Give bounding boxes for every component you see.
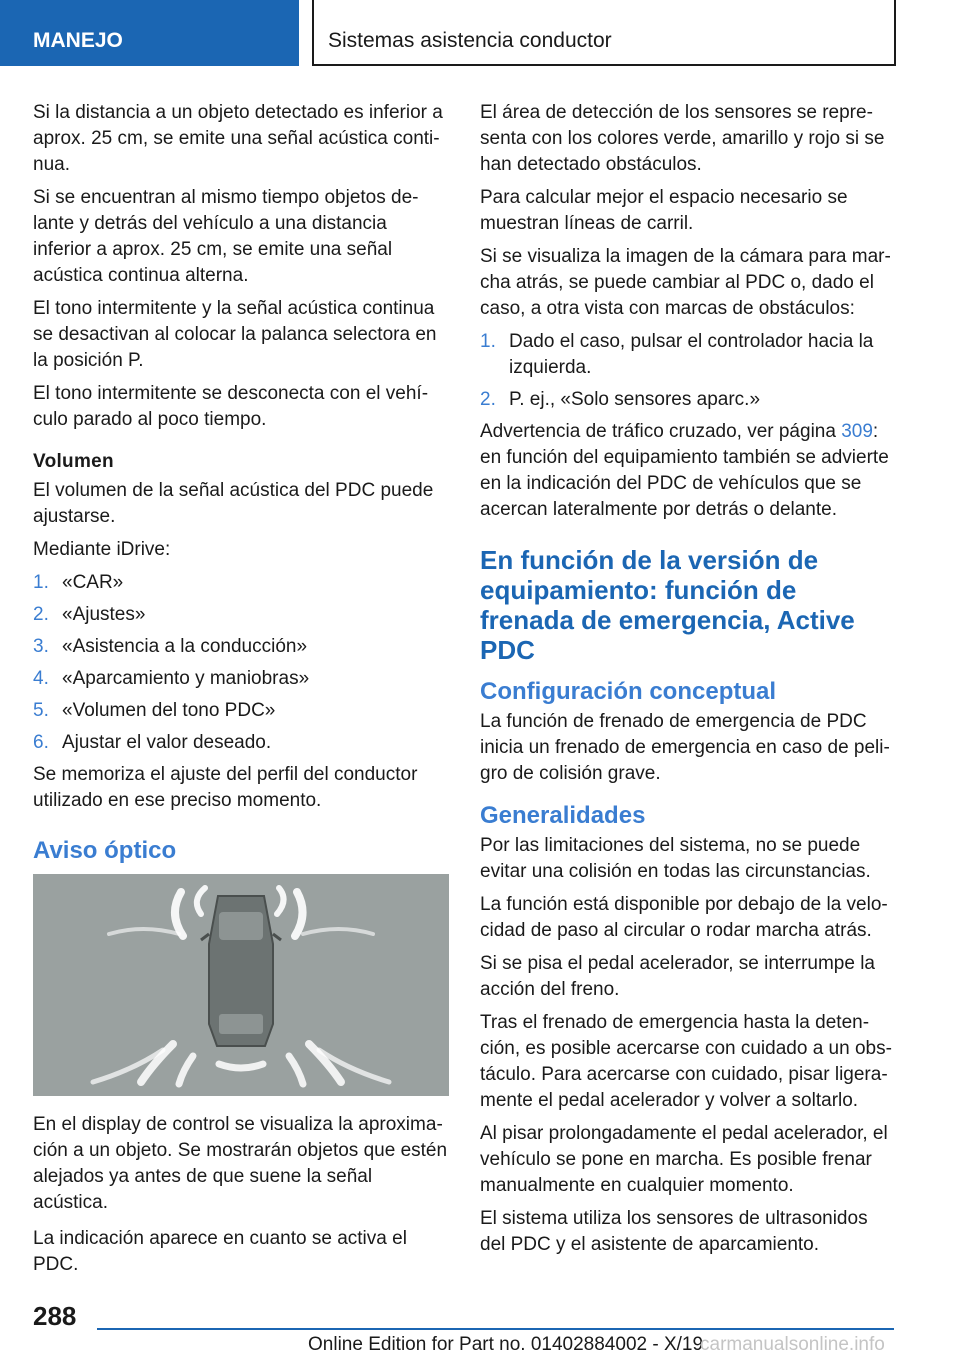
step-number: 3. bbox=[33, 636, 49, 657]
section-tab: MANEJO bbox=[0, 0, 299, 66]
step-text: «Ajustes» bbox=[62, 604, 146, 625]
list-item bbox=[33, 602, 449, 628]
step-number: 4. bbox=[33, 668, 49, 689]
paragraph: Tras el frenado de emergencia hasta la detención, es posible acercarse con cuidado a un obstáculo. Para acercarse con cuidado, pisar ligeramente el pedal acelerador y volver a soltarlo. bbox=[480, 1012, 892, 1111]
paragraph: El volumen de la señal acústica del PDC puede ajustarse. bbox=[33, 480, 434, 527]
step-number: 1. bbox=[33, 572, 49, 593]
list-item bbox=[33, 698, 449, 724]
step-number: 2. bbox=[33, 604, 49, 625]
camera-steps-list bbox=[480, 329, 896, 413]
paragraph: El tono intermitente y la señal acústica continua se desactivan al colocar la palanca selectora en la posición P. bbox=[33, 298, 437, 371]
page-reference-link[interactable]: 309 bbox=[841, 421, 873, 442]
step-number: 1. bbox=[480, 331, 496, 352]
cross-traffic-paragraph bbox=[480, 419, 896, 523]
page-number: 288 bbox=[33, 1301, 77, 1331]
left-column bbox=[33, 100, 449, 1285]
pdc-display-illustration bbox=[33, 874, 449, 1096]
list-item bbox=[33, 730, 449, 756]
paragraph: Si se pisa el pedal acelerador, se interrumpe la acción del freno. bbox=[480, 953, 876, 1000]
step-number: 5. bbox=[33, 700, 49, 721]
step-text: «Asistencia a la conducción» bbox=[62, 636, 308, 657]
chapter-title: Sistemas asistencia conductor bbox=[312, 0, 896, 66]
emergency-braking-heading: En función de la versión de equipamiento: función de frenada de emergencia, Active PDC bbox=[480, 545, 855, 665]
step-text: «Volumen del tono PDC» bbox=[62, 700, 276, 721]
paragraph: Si se visualiza la imagen de la cámara para marcha atrás, se puede cambiar al PDC o, dado el caso, a otra vista con marcas de obstáculos: bbox=[480, 246, 891, 319]
step-text: «Aparcamiento y maniobras» bbox=[62, 668, 310, 689]
paragraph-text: : en función del equipamiento también se advierte en la indicación del PDC de vehículos que se acercan lateralmente por detrás o delante. bbox=[480, 421, 889, 520]
idrive-steps-list bbox=[33, 570, 449, 756]
paragraph: Si la distancia a un objeto detectado es inferior a aprox. 25 cm, se emite una señal acústica continua. bbox=[33, 102, 443, 175]
paragraph: El tono intermitente se desconecta con el vehículo parado al poco tiempo. bbox=[33, 383, 429, 430]
config-heading: Configuración conceptual bbox=[480, 678, 777, 705]
step-text: Dado el caso, pulsar el controlador hacia la izquierda. bbox=[509, 331, 874, 378]
footer-divider bbox=[97, 1328, 894, 1330]
paragraph: El sistema utiliza los sensores de ultrasonidos del PDC y el asistente de aparcamiento. bbox=[480, 1208, 868, 1255]
paragraph: Por las limitaciones del sistema, no se puede evitar una colisión en todas las circunstancias. bbox=[480, 835, 871, 882]
paragraph-text: Advertencia de tráfico cruzado, ver página bbox=[480, 421, 842, 442]
paragraph: Si se encuentran al mismo tiempo objetos delante y detrás del vehículo a una distancia inferior a aprox. 25 cm, se emite una señal acústica continua alterna. bbox=[33, 187, 419, 286]
paragraph: En el display de control se visualiza la aproximación a un objeto. Se mostrarán objetos que estén alejados ya antes de que suene la señal acústica. bbox=[33, 1114, 448, 1213]
paragraph: Para calcular mejor el espacio necesario se muestran líneas de carril. bbox=[480, 187, 848, 234]
step-text: P. ej., «Solo sensores aparc.» bbox=[509, 389, 761, 410]
list-item bbox=[480, 387, 896, 413]
step-number: 6. bbox=[33, 732, 49, 753]
volumen-heading: Volumen bbox=[33, 451, 114, 472]
page-header bbox=[0, 0, 960, 66]
aviso-optico-heading: Aviso óptico bbox=[33, 837, 177, 864]
paragraph: Al pisar prolongadamente el pedal acelerador, el vehículo se pone en marcha. Es posible frenar manualmente en cualquier momento. bbox=[480, 1123, 888, 1196]
list-item bbox=[33, 634, 449, 660]
right-column bbox=[480, 100, 896, 1265]
paragraph: La función está disponible por debajo de la velocidad de paso al circular o rodar marcha atrás. bbox=[480, 894, 888, 941]
paragraph: El área de detección de los sensores se representa con los colores verde, amarillo y rojo si se han detectado obstáculos. bbox=[480, 102, 885, 175]
watermark: carmanualsonline.info bbox=[700, 1334, 885, 1355]
step-text: «CAR» bbox=[62, 572, 124, 593]
step-text: Ajustar el valor deseado. bbox=[62, 732, 272, 753]
list-item bbox=[33, 570, 449, 596]
edition-note: Online Edition for Part no. 01402884002 - X/19 bbox=[308, 1334, 704, 1355]
paragraph: La función de frenado de emergencia de PDC inicia un frenado de emergencia en caso de peligro de colisión grave. bbox=[480, 711, 890, 784]
step-number: 2. bbox=[480, 389, 496, 410]
list-item bbox=[480, 329, 896, 381]
car-sensor-graphic bbox=[33, 874, 449, 1096]
paragraph: Se memoriza el ajuste del perfil del conductor utilizado en ese preciso momento. bbox=[33, 764, 418, 811]
generalidades-heading: Generalidades bbox=[480, 802, 646, 829]
paragraph: Mediante iDrive: bbox=[33, 539, 171, 560]
paragraph: La indicación aparece en cuanto se activa el PDC. bbox=[33, 1228, 407, 1275]
list-item bbox=[33, 666, 449, 692]
